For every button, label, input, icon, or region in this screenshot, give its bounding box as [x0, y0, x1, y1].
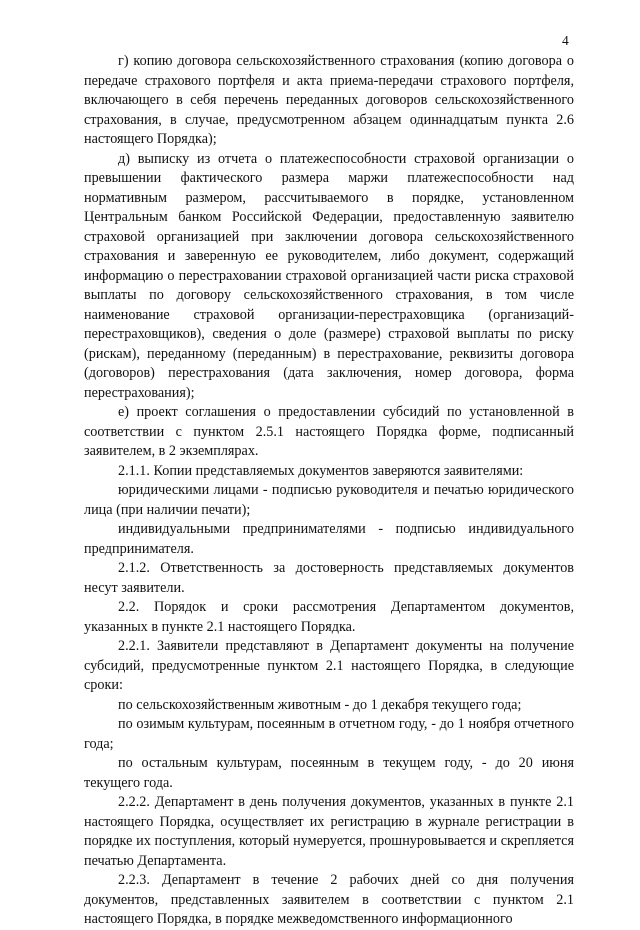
paragraph-2-2-3: 2.2.3. Департамент в течение 2 рабочих дней со дня получения документов, представленных заявителем в соответствии с пунктом 2.1 настоящего Порядка, в порядке межведомственного информационного	[84, 872, 574, 927]
document-body	[84, 52, 574, 930]
paragraph-2-1-2: 2.1.2. Ответственность за достоверность представляемых документов несут заявители.	[84, 560, 574, 596]
paragraph-item-e: е) проект соглашения о предоставлении субсидий по установленной в соответствии с пунктом 2.5.1 настоящего Порядка форме, подписанный заявителем, в 2 экземплярах.	[84, 404, 574, 459]
page-number: 4	[562, 33, 569, 48]
paragraph-deadline-other-crops: по остальным культурам, посеянным в текущем году, - до 20 июня текущего года.	[84, 755, 574, 791]
paragraph-individual-entrepreneurs: индивидуальными предпринимателями - подписью индивидуального предпринимателя.	[84, 521, 574, 557]
paragraph-legal-entities: юридическими лицами - подписью руководителя и печатью юридического лица (при наличии печати);	[84, 482, 574, 518]
paragraph-2-1-1: 2.1.1. Копии представляемых документов заверяются заявителями:	[118, 462, 524, 479]
paragraph-deadline-animals: по сельскохозяйственным животным - до 1 декабря текущего года;	[118, 696, 522, 713]
paragraph-item-g: г) копию договора сельскохозяйственного страхования (копию договора о передаче страхового портфеля и акта приема-передачи страхового портфеля, включающего в себя перечень переданных договоров сельскохозяйственного страхования, в случае, предусмотренном абзацем одиннадцатым пункта 2.6 настоящего Порядка);	[84, 53, 574, 147]
paragraph-2-2: 2.2. Порядок и сроки рассмотрения Департаментом документов, указанных в пункте 2.1 настоящего Порядка.	[84, 599, 574, 635]
paragraph-deadline-winter-crops: по озимым культурам, посеянным в отчетном году, - до 1 ноября отчетного года;	[84, 716, 574, 752]
paragraph-item-d: д) выписку из отчета о платежеспособности страховой организации о превышении фактического размера маржи платежеспособности над нормативным размером, рассчитываемого в порядке, установленном Центральным банком Российской Федерации, предоставленную заявителю страховой организацией при заключении договора сельскохозяйственного страхования и заверенную ее руководителем, либо документ, содержащий информацию о перестраховании страховой организацией части риска страховой выплаты по договору сельскохозяйственного страхования, в том числе наименование страховой организации-перестраховщика (организаций-перестраховщиков), сведения о доле (размере) страховой выплаты по риску (рискам), переданному (переданным) в перестрахование, реквизиты договора (договоров) перестрахования (дата заключения, номер договора, форма перестрахования);	[84, 150, 574, 401]
paragraph-2-2-1: 2.2.1. Заявители представляют в Департамент документы на получение субсидий, предусмотренные пунктом 2.1 настоящего Порядка, в следующие сроки:	[84, 638, 574, 693]
paragraph-2-2-2: 2.2.2. Департамент в день получения документов, указанных в пункте 2.1 настоящего Порядка, осуществляет их регистрацию в журнале регистрации в порядке их поступления, который нумеруется, прошнуровывается и скрепляется печатью Департамента.	[84, 794, 574, 869]
